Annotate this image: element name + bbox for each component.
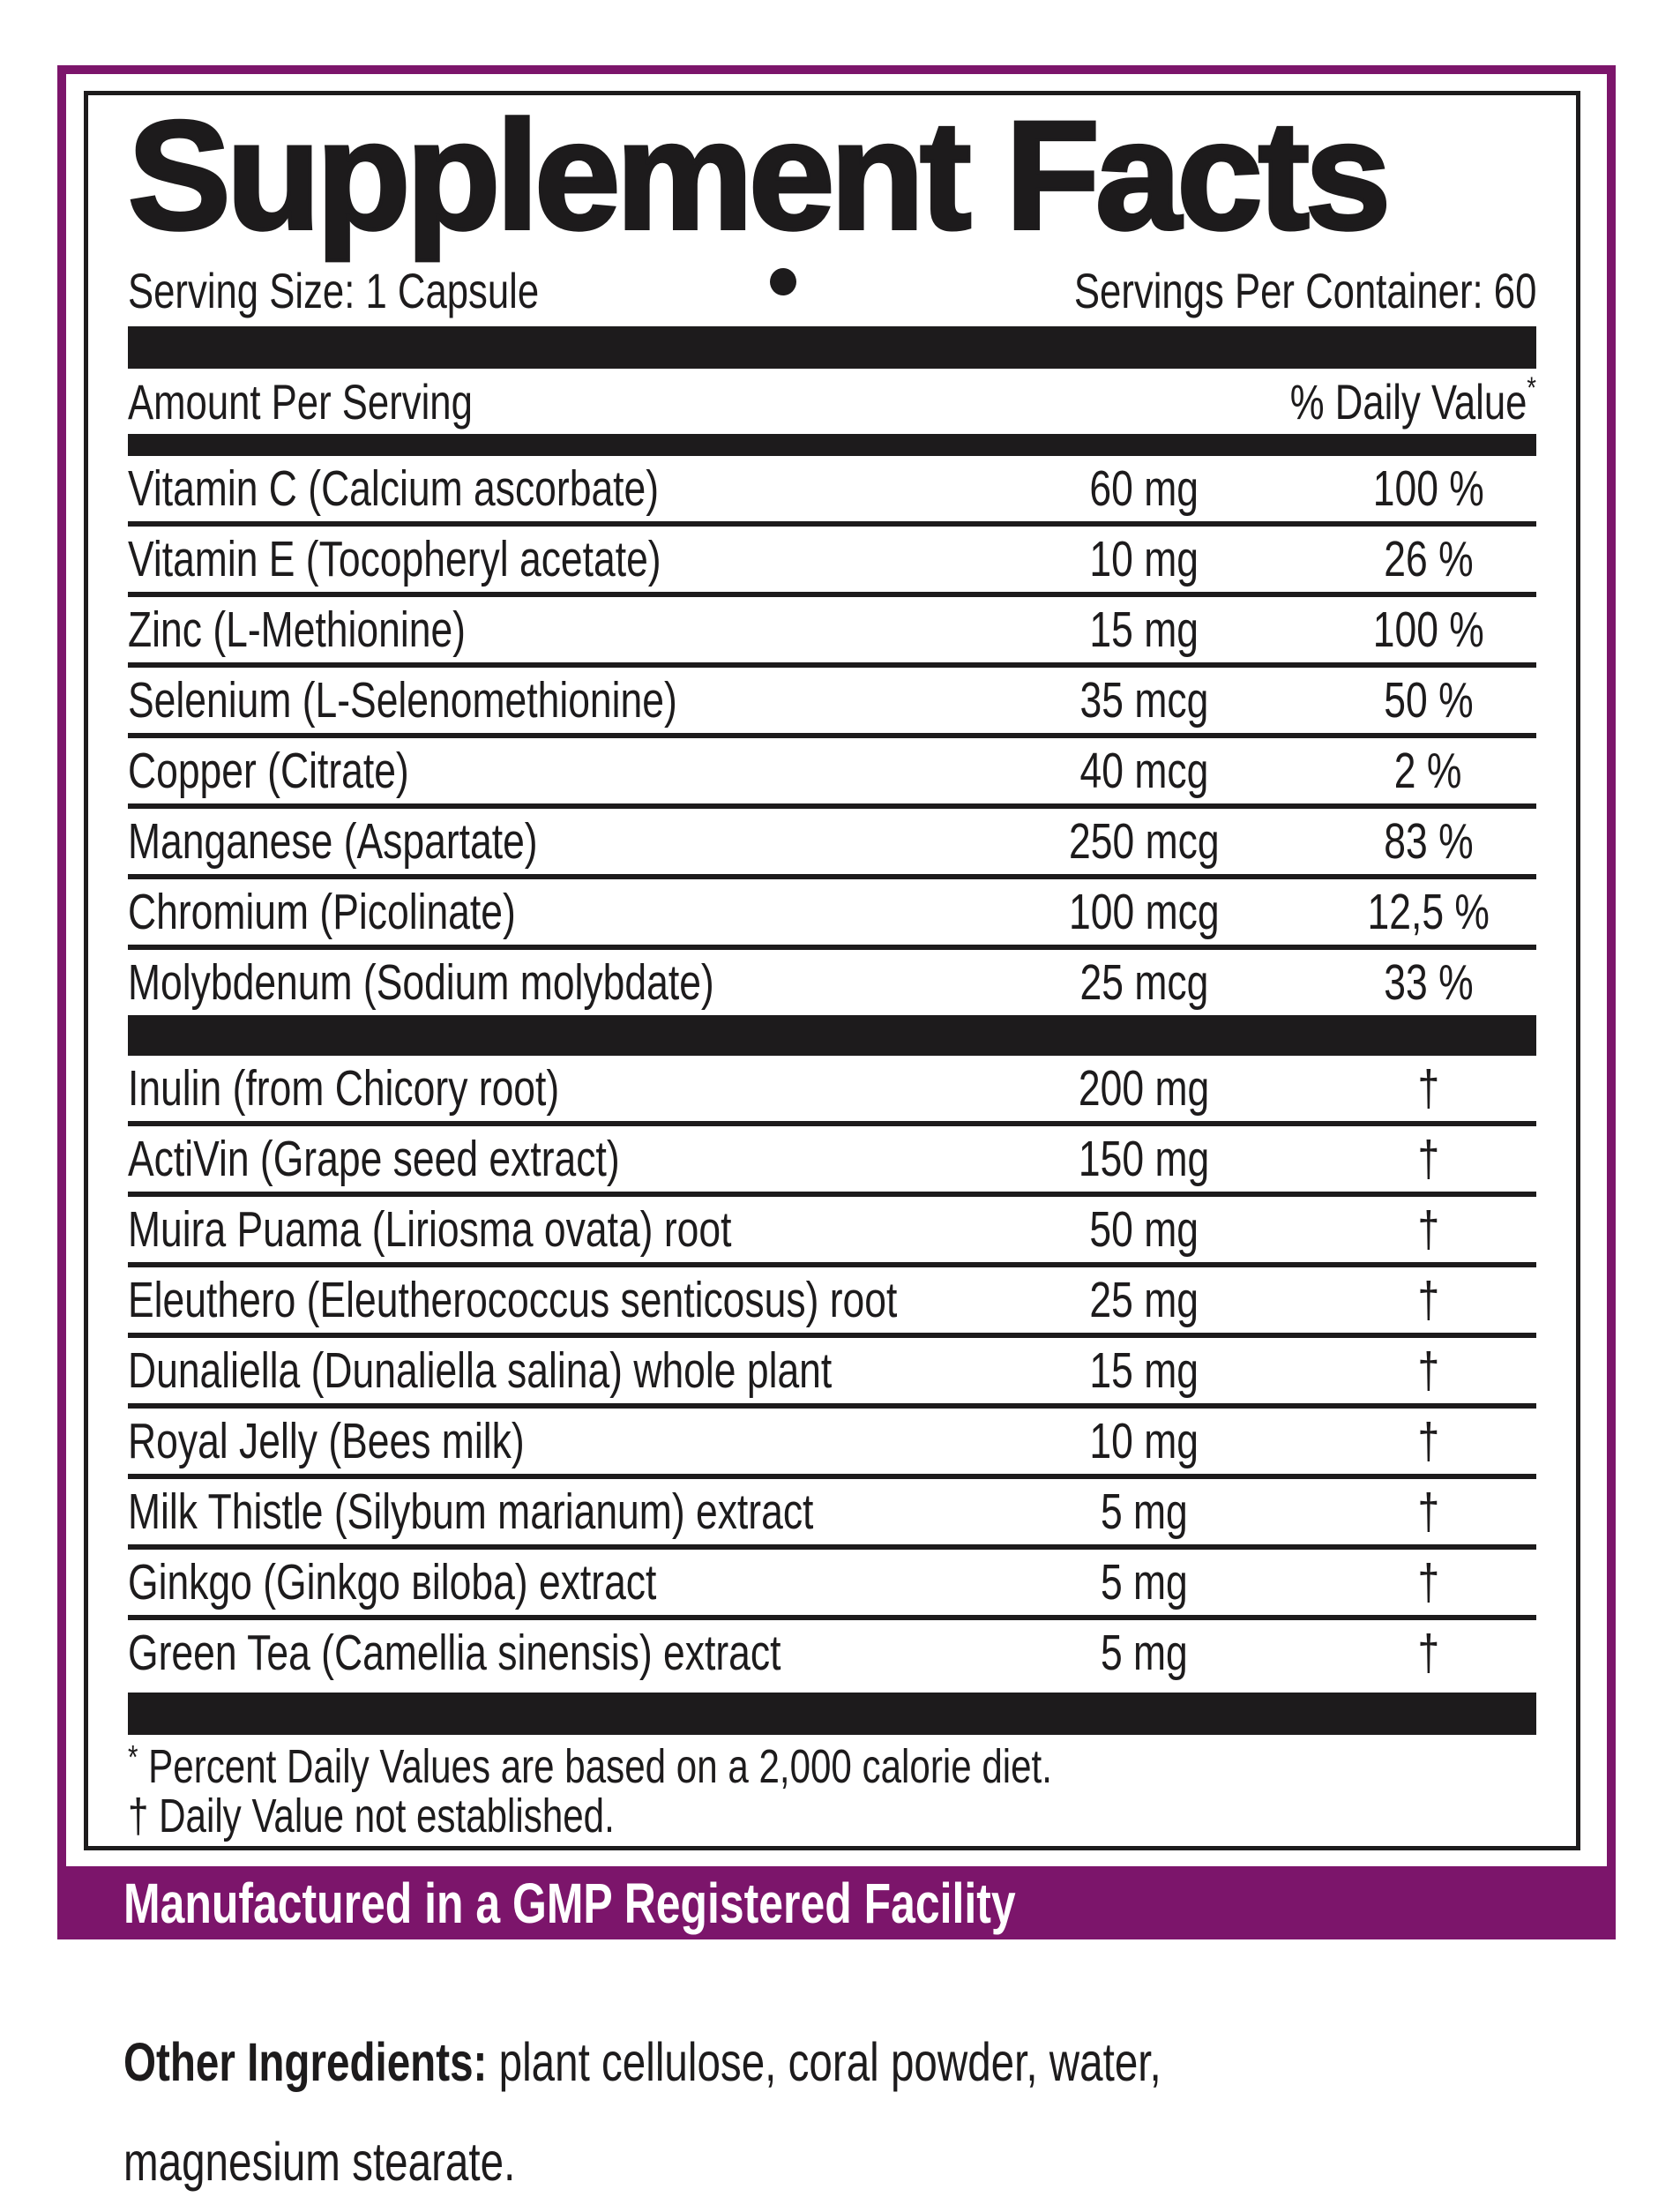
table-row [128,1267,1536,1338]
ingredient-name: Milk Thistle (Silybum marianum) extract [128,1483,814,1540]
ingredient-name: Muira Puama (Liriosma ovata) root [128,1201,732,1258]
footnote-dv-not-established: † Daily Value not established. [128,1790,615,1843]
ingredient-daily-value: 50 % [1383,672,1474,729]
table-row [128,1550,1536,1620]
footnote-daily-values: * Percent Daily Values are based on a 2,000 calorie diet. [128,1739,1052,1793]
daily-value-asterisk: * [1527,370,1536,405]
ingredient-amount: 5 mg [1100,1483,1188,1540]
table-row [128,950,1536,1015]
table-row [128,1126,1536,1197]
divider-bar-bottom [128,1693,1536,1735]
divider-bar-thick [128,326,1536,369]
serving-row [128,256,1536,323]
ingredient-amount: 25 mcg [1079,954,1208,1011]
ingredient-name: ActiVin (Grape seed extract) [128,1131,620,1187]
ingredient-daily-value: † [1417,1483,1439,1540]
ingredient-amount: 200 mg [1078,1060,1210,1117]
ingredient-name: Manganese (Aspartate) [128,813,538,870]
table-row [128,738,1536,809]
ingredient-daily-value: 12,5 % [1367,884,1490,940]
ingredient-amount: 150 mg [1078,1131,1210,1187]
ingredient-name: Chromium (Picolinate) [128,884,516,940]
table-row [128,1409,1536,1479]
ingredient-daily-value: † [1417,1625,1439,1681]
gmp-banner [57,1866,1616,1939]
ingredient-amount: 10 mg [1089,531,1199,587]
bullet-separator-icon [770,268,796,295]
ingredient-name: Molybdenum (Sodium molybdate) [128,954,714,1011]
ingredient-name: Vitamin E (Tocopheryl acetate) [128,531,661,587]
gmp-banner-text: Manufactured in a GMP Registered Facility [123,1871,1016,1935]
table-row [128,1620,1536,1685]
ingredient-name: Ginkgo (Ginkgo вiloba) extract [128,1554,657,1610]
ingredient-amount: 25 mg [1089,1272,1199,1328]
ingredient-name: Inulin (from Chicory root) [128,1060,560,1117]
ingredient-name: Selenium (L-Selenomethionine) [128,672,677,729]
panel-title: Supplement Facts [128,90,1387,262]
ingredient-amount: 40 mcg [1079,743,1208,799]
table-row [128,527,1536,597]
table-row [128,456,1536,527]
ingredient-daily-value: † [1417,1413,1439,1469]
table-row [128,1338,1536,1409]
ingredient-amount: 15 mg [1089,1342,1199,1399]
other-ingredients-text: Other Ingredients: plant cellulose, coral powder, water, magnesium stearate. [123,2032,1161,2192]
ingredient-name: Green Tea (Camellia sinensis) extract [128,1625,781,1681]
ingredient-name: Dunaliella (Dunaliella salina) whole plant [128,1342,833,1399]
ingredient-daily-value: 2 % [1394,743,1462,799]
ingredient-amount: 5 mg [1100,1625,1188,1681]
table-row [128,597,1536,668]
table-row [128,1197,1536,1267]
ingredient-name: Royal Jelly (Bees milk) [128,1413,525,1469]
ingredient-amount: 250 mcg [1068,813,1220,870]
ingredient-daily-value: † [1417,1342,1439,1399]
servings-per-container-text: Servings Per Container: 60 [1073,263,1536,318]
footnotes [128,1735,1536,1841]
ingredient-name: Zinc (L-Methionine) [128,602,466,658]
ingredient-amount: 50 mg [1089,1201,1199,1258]
ingredient-amount: 15 mg [1089,602,1199,658]
ingredient-amount: 100 mcg [1068,884,1220,940]
table-row [128,1056,1536,1126]
ingredient-name: Copper (Citrate) [128,743,409,799]
ingredient-daily-value: 100 % [1372,460,1484,517]
ingredient-daily-value: 33 % [1383,954,1474,1011]
ingredient-name: Vitamin C (Calcium ascorbate) [128,460,660,517]
table-row [128,1479,1536,1550]
supplement-facts-box [84,91,1580,1850]
ingredient-name: Eleuthero (Eleutherococcus senticosus) root [128,1272,898,1328]
ingredient-daily-value: 83 % [1383,813,1474,870]
ingredient-amount: 60 mg [1089,460,1199,517]
botanicals-section [128,1056,1536,1685]
ingredient-amount: 5 mg [1100,1554,1188,1610]
table-row [128,668,1536,738]
other-ingredients [123,2013,1640,2212]
divider-bar-medium [128,434,1536,456]
ingredient-daily-value: † [1417,1272,1439,1328]
section-divider-bar [128,1015,1536,1056]
purple-frame [57,65,1616,1939]
amount-per-serving-header: Amount Per Serving [128,373,473,430]
serving-size-text: Serving Size: 1 Capsule [128,263,540,318]
ingredient-daily-value: † [1417,1201,1439,1258]
ingredient-daily-value: † [1417,1554,1439,1610]
ingredient-amount: 35 mcg [1079,672,1208,729]
ingredient-daily-value: † [1417,1131,1439,1187]
ingredient-daily-value: † [1417,1060,1439,1117]
table-header-row [128,369,1536,434]
ingredient-daily-value: 100 % [1372,602,1484,658]
vitamins-minerals-section [128,456,1536,1015]
table-row [128,879,1536,950]
table-row [128,809,1536,879]
other-ingredients-label: Other Ingredients: [123,2032,488,2092]
ingredient-amount: 10 mg [1089,1413,1199,1469]
ingredient-daily-value: 26 % [1383,531,1474,587]
daily-value-header: % Daily Value* [1289,370,1536,430]
